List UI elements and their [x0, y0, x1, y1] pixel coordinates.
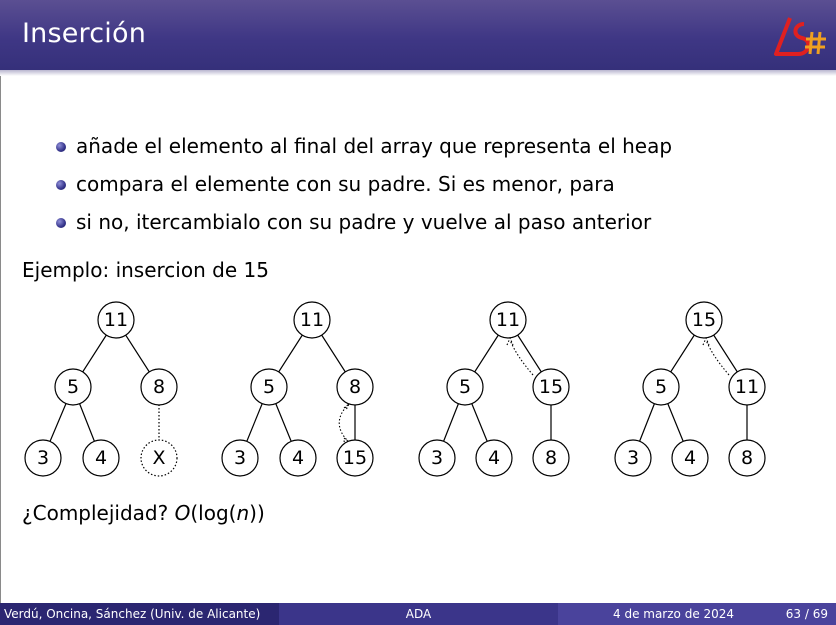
slide-title: Inserción: [22, 18, 147, 49]
footer-authors: Verdú, Oncina, Sánchez (Univ. de Alicante): [0, 603, 279, 625]
svg-text:3: 3: [36, 447, 50, 469]
svg-text:3: 3: [430, 447, 444, 469]
svg-text:8: 8: [544, 447, 558, 469]
svg-text:11: 11: [299, 309, 325, 331]
svg-text:11: 11: [103, 309, 129, 331]
heap-node: [251, 369, 287, 405]
example-label: Ejemplo: insercion de 15: [22, 258, 269, 282]
svg-text:8: 8: [152, 376, 166, 398]
svg-text:3: 3: [626, 447, 640, 469]
heap-node: [337, 369, 373, 405]
swap-arrow-up: [339, 404, 349, 442]
svg-text:11: 11: [734, 376, 760, 398]
bullet-icon: [56, 142, 66, 152]
bullet-item: [56, 172, 816, 196]
title-bar: [0, 0, 836, 70]
heap-tree-4: [615, 302, 765, 476]
paren-open: (: [228, 501, 237, 525]
paren-close: )): [249, 501, 265, 525]
heap-node: [533, 440, 569, 476]
swap-arrow-up: [706, 340, 729, 375]
complexity-prefix: ¿Complejidad?: [22, 501, 175, 525]
heap-node: [25, 440, 61, 476]
paren-open: (: [190, 501, 199, 525]
complexity-question: [22, 500, 265, 526]
svg-text:5: 5: [458, 376, 472, 398]
svg-text:5: 5: [66, 376, 80, 398]
heap-node: [533, 369, 569, 405]
heap-tree-2: [222, 302, 373, 476]
variable-n: n: [236, 501, 250, 525]
svg-text:15: 15: [691, 309, 717, 331]
svg-text:3: 3: [233, 447, 247, 469]
heap-node: [280, 440, 316, 476]
heap-node: [447, 369, 483, 405]
svg-text:15: 15: [538, 376, 564, 398]
footer-page-number: 63 / 69: [785, 607, 828, 621]
heap-node: [141, 369, 177, 405]
heap-node: [476, 440, 512, 476]
swap-arrowhead: [344, 404, 349, 410]
complexity-formula: [175, 501, 265, 525]
log-function: log: [198, 501, 229, 525]
svg-text:4: 4: [94, 447, 108, 469]
swap-arrow-up: [510, 340, 533, 375]
footer-date: 4 de marzo de 2024: [613, 607, 735, 621]
svg-text:4: 4: [487, 447, 501, 469]
slide-footer: [0, 603, 836, 625]
footer-course: ADA: [279, 603, 558, 625]
heap-node: [615, 440, 651, 476]
heap-tree-1: [25, 302, 177, 476]
footer-right: [558, 603, 836, 625]
bullet-text: si no, itercambialo con su padre y vuelve al paso anterior: [76, 210, 652, 234]
bullet-item: [56, 210, 816, 234]
svg-text:8: 8: [740, 447, 754, 469]
heap-node: [643, 369, 679, 405]
svg-text:4: 4: [291, 447, 305, 469]
heap-node-new: [141, 440, 177, 476]
svg-text:5: 5: [262, 376, 276, 398]
header-shadow: [0, 70, 836, 76]
svg-text:X: X: [152, 447, 166, 469]
heap-node: [294, 302, 330, 338]
heap-node: [729, 369, 765, 405]
slide-header: [0, 0, 836, 76]
heap-node: [686, 302, 722, 338]
bullet-text: compara el elemente con su padre. Si es menor, para: [76, 172, 615, 196]
heap-node: [98, 302, 134, 338]
heap-node: [55, 369, 91, 405]
bullet-icon: [56, 180, 66, 190]
svg-text:11: 11: [495, 309, 521, 331]
heap-node: [337, 440, 373, 476]
heap-node: [729, 440, 765, 476]
svg-text:15: 15: [342, 447, 368, 469]
heap-tree-3: [419, 302, 569, 476]
swap-arrowhead: [507, 338, 513, 345]
bullet-list: [56, 134, 816, 248]
heap-node: [83, 440, 119, 476]
heap-node: [222, 440, 258, 476]
bullet-icon: [56, 218, 66, 228]
heap-node: [672, 440, 708, 476]
bullet-item: [56, 134, 816, 158]
heap-node: [419, 440, 455, 476]
svg-text:5: 5: [654, 376, 668, 398]
svg-text:4: 4: [683, 447, 697, 469]
big-o-symbol: O: [174, 501, 191, 525]
heap-node: [490, 302, 526, 338]
swap-arrowhead: [703, 338, 709, 345]
heap-trees-diagram: [0, 290, 836, 490]
svg-text:8: 8: [348, 376, 362, 398]
bullet-text: añade el elemento al final del array que representa el heap: [76, 134, 673, 158]
university-logo-icon: [768, 14, 830, 66]
